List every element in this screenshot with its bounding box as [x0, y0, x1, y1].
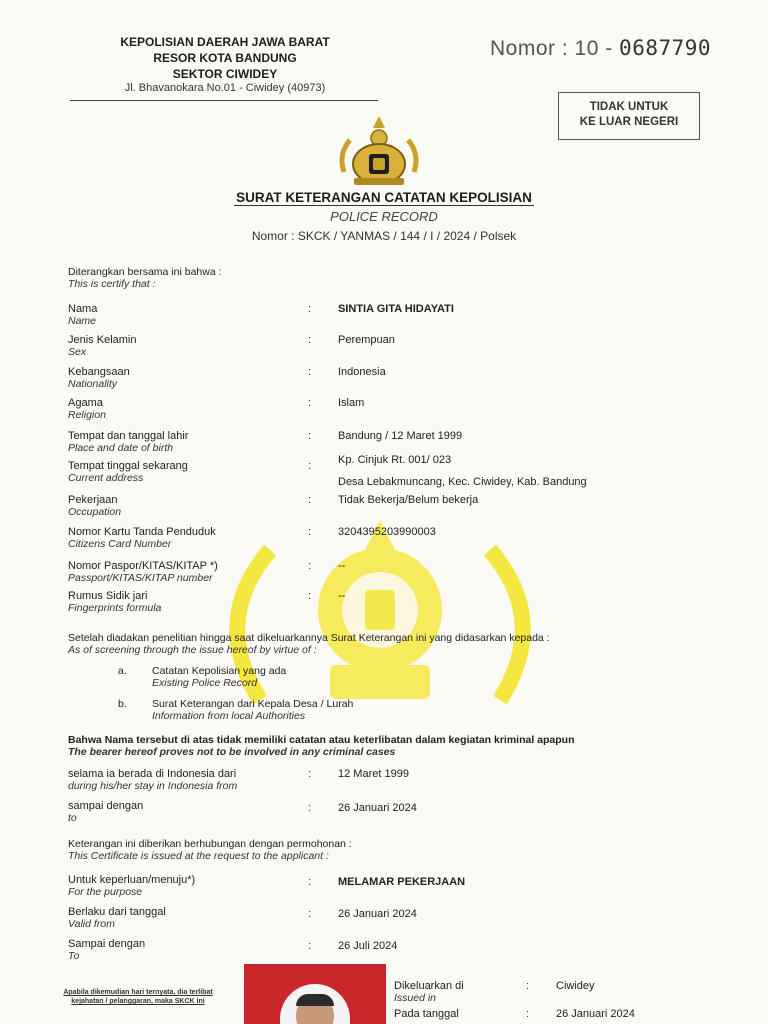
- colon: :: [308, 768, 312, 780]
- research-item-a: Catatan Kepolisian yang ada Existing Police Record: [152, 665, 287, 689]
- colon: :: [308, 334, 312, 346]
- document-subtitle: POLICE RECORD: [330, 209, 438, 224]
- colon: :: [526, 980, 530, 992]
- statement-text: Bahwa Nama tersebut di atas tidak memiliki catatan atau keterlibatan dalam kegiatan kriminal apapun The bearer hereof proves not to be involved in any criminal cases: [68, 734, 575, 758]
- stamp-line-1: TIDAK UNTUK: [589, 101, 669, 113]
- colon: :: [308, 397, 312, 409]
- colon: :: [308, 430, 312, 442]
- office-line-1: KEPOLISIAN DAERAH JAWA BARAT: [120, 35, 330, 49]
- field-label: Rumus Sidik jari Fingerprints formula: [68, 590, 162, 614]
- field-label: Nama Name: [68, 303, 98, 327]
- reference-number: Nomor : SKCK / YANMAS / 144 / I / 2024 / Polsek: [251, 229, 517, 243]
- office-address: Jl. Bhavanokara No.01 - Ciwidey (40973): [124, 82, 326, 94]
- field-label: Tempat dan tanggal lahir Place and date of birth: [68, 430, 189, 454]
- field-label: Nomor Paspor/KITAS/KITAP *) Passport/KITAS/KITAP number: [68, 560, 218, 584]
- field-label: Nomor Kartu Tanda Penduduk Citizens Card Number: [68, 526, 216, 550]
- colon: :: [308, 908, 312, 920]
- field-value-line-2: Desa Lebakmuncang, Kec. Ciwidey, Kab. Bandung: [338, 476, 587, 488]
- stamp-line-2: KE LUAR NEGERI: [579, 116, 679, 128]
- field-value: --: [338, 590, 346, 602]
- colon: :: [308, 802, 312, 814]
- field-value: Indonesia: [338, 366, 386, 378]
- field-value: --: [338, 560, 346, 572]
- issued-date-label: Pada tanggal: [394, 1008, 459, 1020]
- serial-number: [490, 36, 711, 61]
- colon: :: [308, 590, 312, 602]
- purpose-label: Untuk keperluan/menuju*) For the purpose: [68, 874, 196, 898]
- colon: :: [526, 1008, 530, 1020]
- field-label: Jenis Kelamin Sex: [68, 334, 137, 358]
- serial-value: 0687790: [619, 36, 712, 60]
- field-value: 3204395203990003: [338, 526, 436, 538]
- colon: :: [308, 876, 312, 888]
- valid-from-label: Berlaku dari tanggal Valid from: [68, 906, 166, 930]
- research-item-b-marker: b.: [118, 698, 127, 710]
- colon: :: [308, 560, 312, 572]
- field-label: Agama Religion: [68, 397, 106, 421]
- applicant-photo: [244, 964, 386, 1024]
- research-item-a-marker: a.: [118, 665, 127, 677]
- issued-in-value: Ciwidey: [556, 980, 595, 992]
- field-label: Tempat tinggal sekarang Current address: [68, 460, 188, 484]
- stay-from-value: 12 Maret 1999: [338, 768, 409, 780]
- colon: :: [308, 303, 312, 315]
- field-value: Islam: [338, 397, 365, 409]
- stay-from-label: selama ia berada di Indonesia dari during his/her stay in Indonesia from: [68, 768, 238, 792]
- police-emblem-icon: [336, 114, 422, 188]
- colon: :: [308, 494, 312, 506]
- document-title: SURAT KETERANGAN CATATAN KEPOLISIAN: [236, 190, 532, 205]
- footnote: Apabila dikemudian hari ternyata, dia terlibat kejahatan / pelanggaran, maka SKCK ini: [63, 989, 213, 1005]
- colon: :: [308, 460, 312, 472]
- field-value: Kp. Cinjuk Rt. 001/ 023: [338, 454, 452, 466]
- office-line-2: RESOR KOTA BANDUNG: [153, 51, 297, 65]
- header-divider: [70, 100, 378, 101]
- field-label: Pekerjaan Occupation: [68, 494, 122, 518]
- research-text: Setelah diadakan penelitian hingga saat dikeluarkannya Surat Keterangan ini yang didasarkan kepada : As of screening through the issue hereof by virtue of :: [68, 632, 550, 656]
- colon: :: [308, 366, 312, 378]
- field-value: Perempuan: [338, 334, 395, 346]
- field-value: Tidak Bekerja/Belum bekerja: [338, 494, 479, 506]
- stay-to-value: 26 Januari 2024: [338, 802, 417, 814]
- colon: :: [308, 940, 312, 952]
- stay-to-label: sampai dengan to: [68, 800, 144, 824]
- valid-to-label: Sampai dengan To: [68, 938, 146, 962]
- serial-label: Nomor : 10 -: [490, 37, 613, 60]
- field-value: Bandung / 12 Maret 1999: [338, 430, 463, 442]
- issued-date-value: 26 Januari 2024: [556, 1008, 635, 1020]
- not-for-abroad-stamp: [558, 92, 700, 140]
- colon: :: [308, 526, 312, 538]
- request-text: Keterangan ini diberikan berhubungan dengan permohonan : This Certificate is issued at the request to the applicant :: [68, 838, 352, 862]
- issued-in-label: Dikeluarkan di Issued in: [394, 980, 464, 1004]
- office-line-3: SEKTOR CIWIDEY: [172, 67, 278, 81]
- valid-to-value: 26 Juli 2024: [338, 940, 398, 952]
- field-value: SINTIA GITA HIDAYATI: [338, 303, 454, 315]
- valid-from-value: 26 Januari 2024: [338, 908, 417, 920]
- field-label: Kebangsaan Nationality: [68, 366, 130, 390]
- purpose-value: MELAMAR PEKERJAAN: [338, 876, 466, 888]
- intro-text: Diterangkan bersama ini bahwa : This is certify that :: [68, 266, 222, 290]
- research-item-b: Surat Keterangan dari Kepala Desa / Lurah Information from local Authorities: [152, 698, 354, 722]
